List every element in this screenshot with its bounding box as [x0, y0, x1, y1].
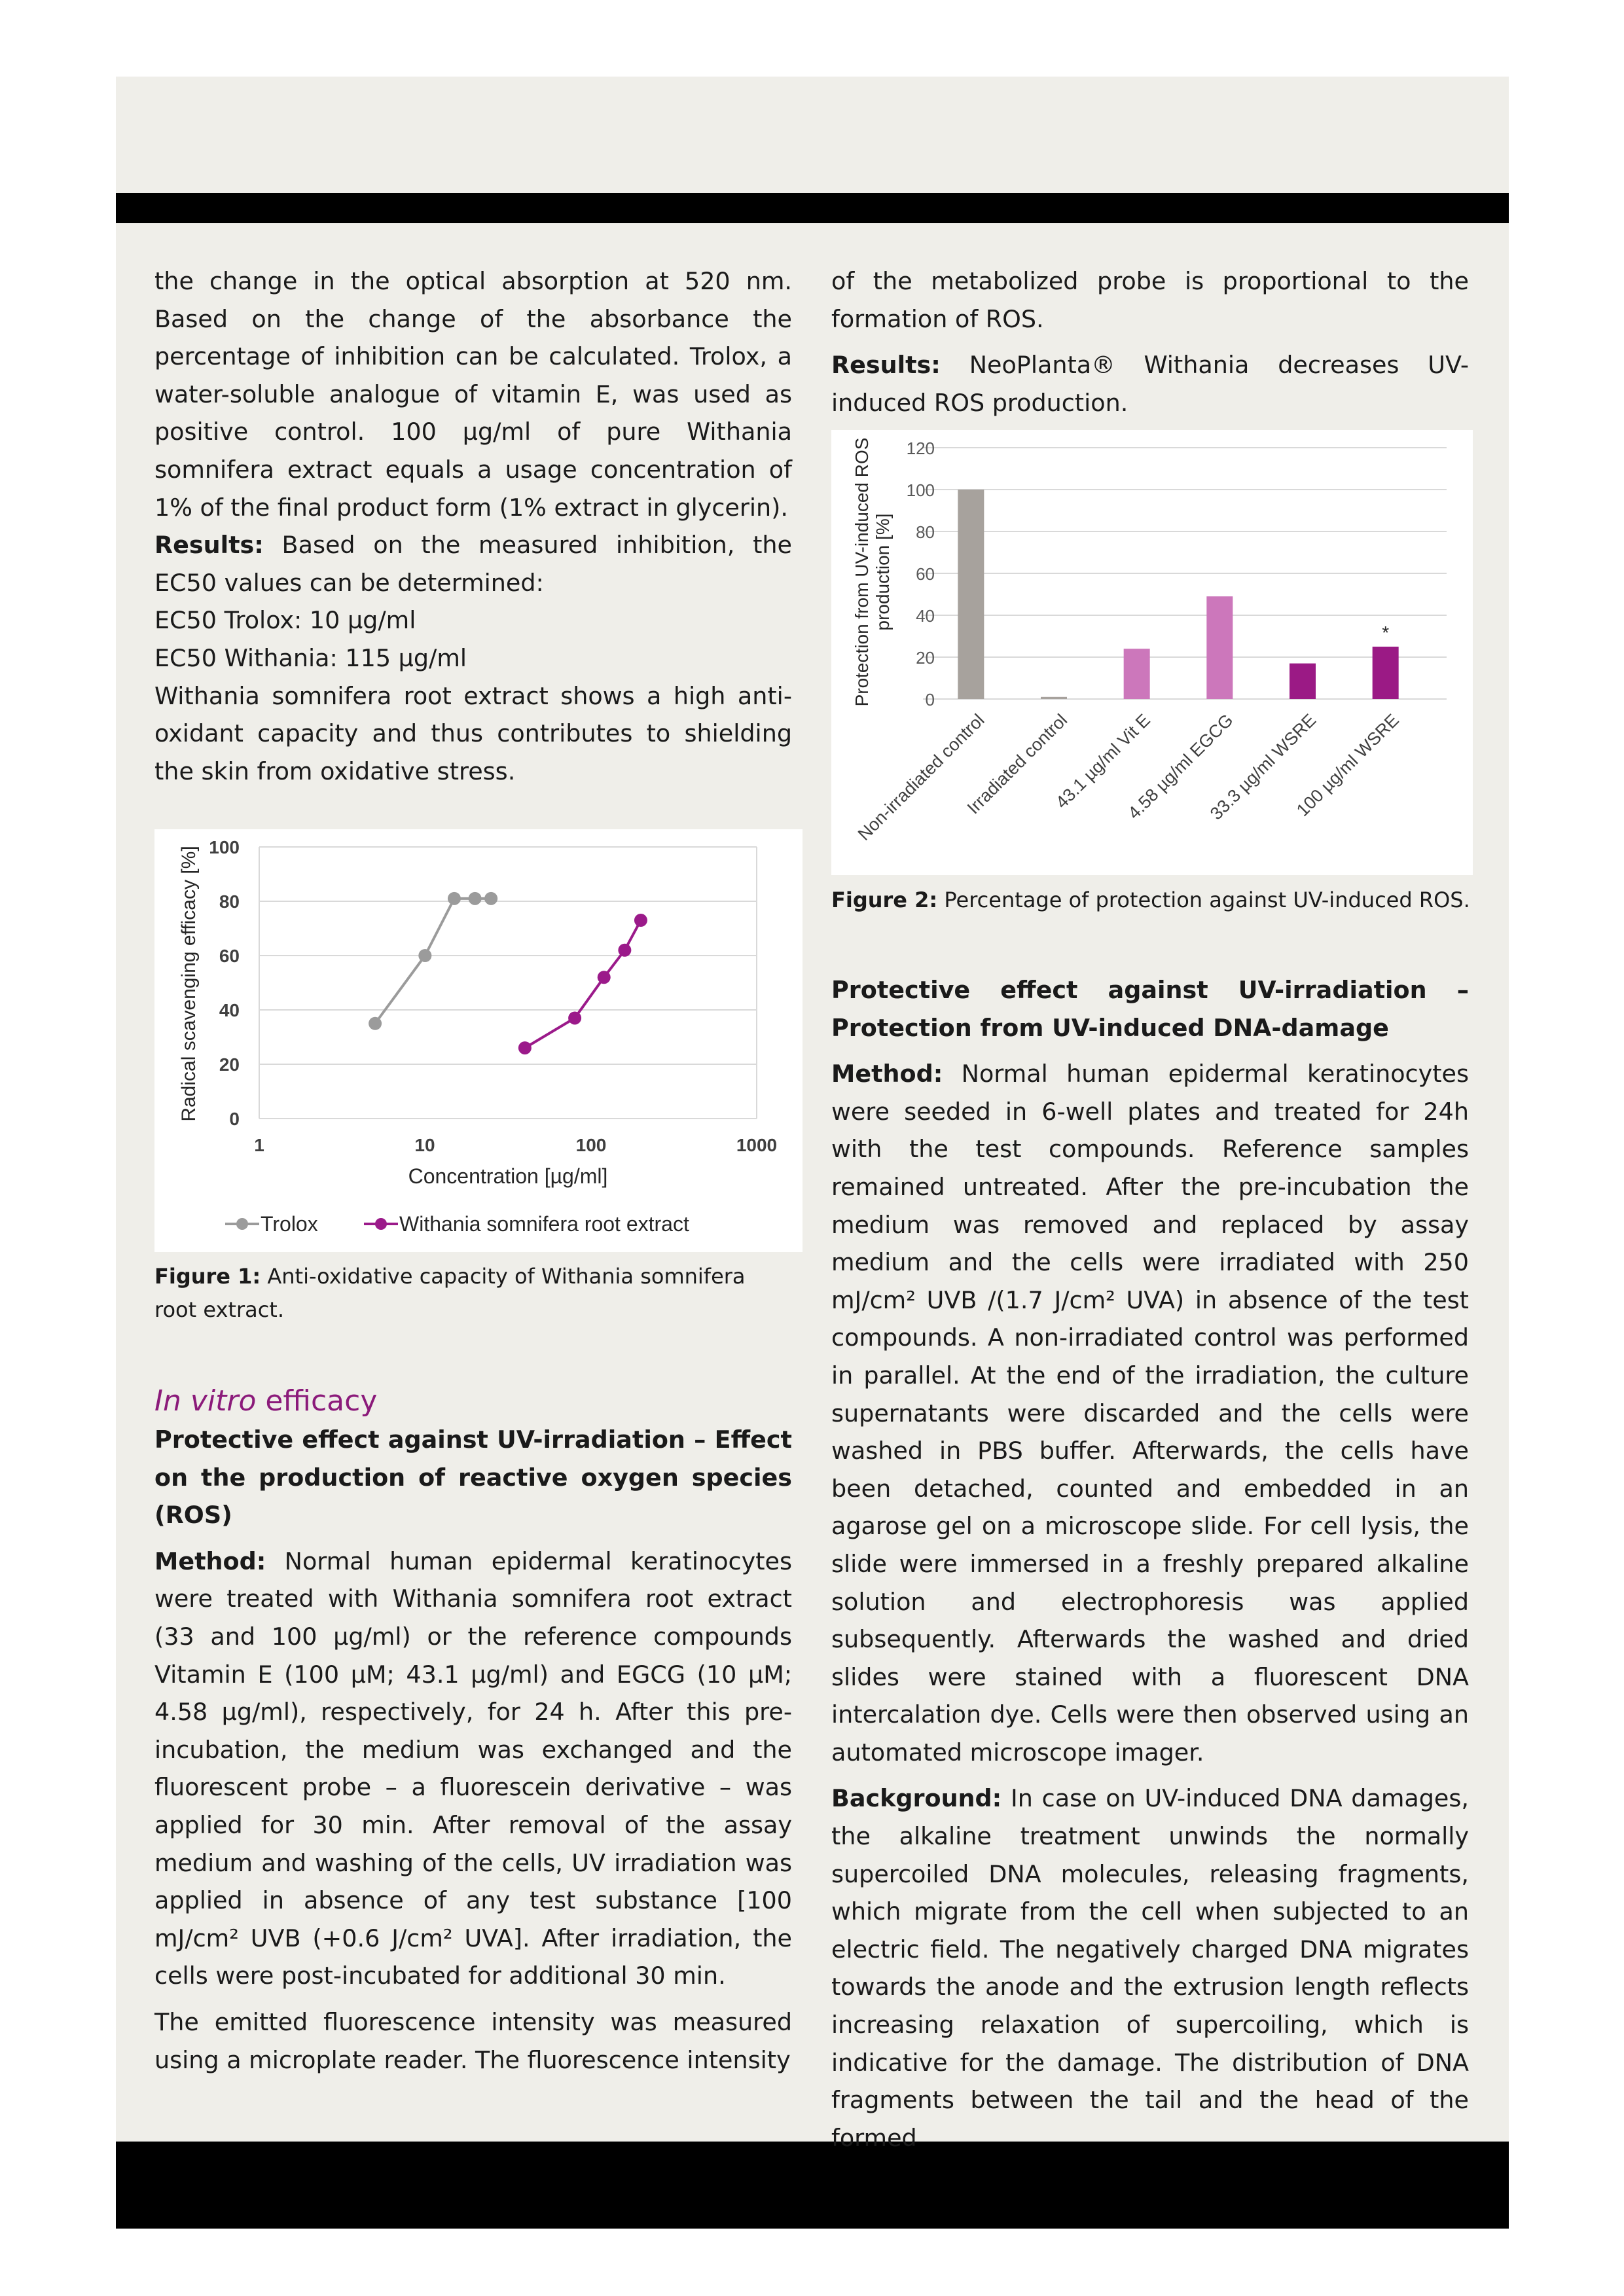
chart2-ytick-40: 40	[916, 606, 935, 626]
chart1-series-line-1	[525, 920, 641, 1048]
chart1-point-1-4	[634, 914, 647, 927]
chart2-bar-3	[1206, 596, 1233, 699]
chart2-category-label-2: 43.1 µg/ml Vit E	[1051, 710, 1154, 813]
chart2-category-label-1: Irradiated control	[963, 710, 1072, 818]
results-paragraph	[154, 526, 792, 601]
chart1-ytick-60: 60	[219, 946, 240, 966]
chart1-ylabel: Radical scavenging efficacy [%]	[178, 846, 200, 1122]
figure-2-label: Figure 2:	[831, 888, 938, 912]
results-ros-paragraph	[831, 346, 1469, 422]
chart2-category-label-3: 4.58 µg/ml EGCG	[1124, 710, 1237, 823]
chart1-xlabel: Concentration [µg/ml]	[408, 1164, 608, 1188]
figure-2-caption-block	[831, 884, 1473, 917]
chart1-point-1-2	[598, 971, 611, 984]
chart1-point-1-0	[518, 1041, 532, 1054]
chart1-ytick-40: 40	[219, 1000, 240, 1020]
dna-subheading: Protective effect against UV-irradiation – Protection from UV-induced DNA-damage	[831, 976, 1469, 1042]
chart2-annotation-5: *	[1382, 622, 1390, 643]
figure-1-caption-text: Anti-oxidative capacity of Withania somnifera root extract.	[154, 1264, 746, 1322]
figure-2-chart	[831, 430, 1473, 875]
chart2-ylabel-line2: production [%]	[873, 513, 893, 631]
chart1-ytick-0: 0	[229, 1109, 240, 1129]
chart2-bar-4	[1290, 664, 1316, 699]
chart2-ytick-20: 20	[916, 648, 935, 668]
chart2-category-label-4: 33.3 µg/ml WSRE	[1206, 710, 1320, 824]
chart1-series-line-0	[375, 899, 491, 1024]
chart1-point-0-4	[484, 892, 497, 905]
results-label: Results:	[154, 531, 264, 560]
section-title-rest: efficacy	[256, 1384, 378, 1418]
legend-trolox-label: Trolox	[261, 1212, 318, 1236]
results-ros-label: Results:	[831, 351, 941, 380]
dna-method-paragraph	[831, 1055, 1469, 1771]
header-band	[116, 193, 1509, 223]
section-title	[154, 1382, 792, 1421]
method-paragraph	[154, 1543, 792, 1995]
emitted-paragraph: The emitted fluorescence intensity was measured using a microplate reader. The fluorescence intensity	[154, 2007, 792, 2074]
figure-1-caption-block	[154, 1260, 792, 1327]
chart2-bar-5	[1373, 647, 1399, 699]
legend-withania-label: Withania somnifera root extract	[399, 1212, 689, 1236]
method-text: Normal human epidermal keratinocytes were treated with Withania somnifera root extract (33 and 100 µg/ml) or the reference compounds Vitamin E (100 µM; 43.1 µg/ml) and EGCG (10 µM; 4.58 µg/ml), respectively, for 24 h. After this pre-incubation, the medium was exchanged and the fluorescent probe – a fluorescein derivative – was applied for 30 min. After removal of the assay medium and washing of the cells, UV irradiation was applied in absence of any test substance [100 mJ/cm² UVB (+0.6 J/cm² UVA]. After irradiation, the cells were post-incubated for additional 30 min.	[154, 1547, 792, 1990]
figure-1-chart	[154, 829, 803, 1252]
dna-method-text: Normal human epidermal keratinocytes were seeded in 6-well plates and treated for 24h with the test compounds. Reference samples remained untreated. After the pre-incubation the medium was removed and replaced by assay medium and the cells were irradiated with 250 mJ/cm² UVB /(1.7 J/cm² UVA) in absence of the test compounds. A non-irradiated control was performed in parallel. At the end of the irradiation, the culture supernatants were discarded and the cells were washed in PBS buffer. Afterwards, the cells have been detached, counted and embedded in an agarose gel on a microscope slide. For cell lysis, the slide were immersed in a freshly prepared alkaline solution and electrophoresis was applied subsequently. Afterwards the washed and dried slides were stained with a fluorescent DNA intercalation dye. Cells were then observed using an automated microscope imager.	[831, 1060, 1469, 1767]
chart2-ytick-0: 0	[925, 690, 935, 709]
right-column-top	[831, 262, 1469, 422]
chart2-bar-0	[958, 490, 984, 699]
background-text: In case on UV-induced DNA damages, the alkaline treatment unwinds the normally supercoiled DNA molecules, releasing fragments, which migrate from the cell when subjected to an electric field. The negatively charged DNA migrates towards the anode and the extrusion length reflects increasing relaxation of supercoiling, which is indicative for the damage. The distribution of DNA fragments between the tail and the head of the formed	[831, 1784, 1469, 2152]
dna-method-label: Method:	[831, 1060, 943, 1088]
legend-withania-marker	[375, 1218, 387, 1230]
results-text: Based on the measured inhibition, the EC50 values can be determined:	[154, 531, 792, 597]
figure-1-caption	[154, 1260, 792, 1327]
conclusion-paragraph: Withania somnifera root extract shows a high anti-oxidant capacity and thus contributes to shielding the skin from oxidative stress.	[154, 681, 792, 785]
chart1-xtick-1: 1	[254, 1135, 264, 1155]
method-label: Method:	[154, 1547, 266, 1575]
figure-2-svg	[831, 430, 1473, 875]
results-ros-text: NeoPlanta® Withania decreases UV-induced ROS production.	[831, 351, 1469, 417]
chart2-ylabel-line1: Protection from UV-induced ROS	[852, 437, 872, 707]
ec50-withania: EC50 Withania: 115 µg/ml	[154, 643, 467, 672]
in-vitro-section	[154, 1382, 792, 2079]
background-label: Background:	[831, 1784, 1002, 1813]
chart2-category-label-0: Non-irradiated control	[854, 710, 988, 844]
chart2-category-label-5: 100 µg/ml WSRE	[1292, 710, 1403, 821]
chart2-ytick-100: 100	[906, 480, 935, 500]
figure-2-caption	[831, 884, 1473, 917]
ec50-trolox: EC50 Trolox: 10 µg/ml	[154, 606, 416, 635]
chart1-ytick-20: 20	[219, 1054, 240, 1075]
chart1-point-0-0	[369, 1017, 382, 1030]
chart1-ytick-100: 100	[209, 837, 240, 857]
chart2-ytick-60: 60	[916, 564, 935, 584]
background-paragraph	[831, 1780, 1469, 2157]
chart2-bar-1	[1041, 697, 1067, 699]
figure-1-label: Figure 1:	[154, 1264, 261, 1289]
intro-paragraph: the change in the optical absorption at 520 nm. Based on the change of the absorbance the percentage of inhibition can be calculated. Trolox, a water-soluble analogue of vitamin E, was used as positive control. 100 µg/ml of pure Withania somnifera extract equals a usage concentration of 1% of the final product form (1% extract in glycerin).	[154, 267, 792, 522]
section-title-italic: In vitro	[154, 1384, 257, 1418]
ros-subheading: Protective effect against UV-irradiation – Effect on the production of reactive oxygen species (ROS)	[154, 1426, 792, 1530]
chart1-point-0-3	[469, 892, 482, 905]
figure-2-caption-text: Percentage of protection against UV-induced ROS.	[937, 888, 1470, 912]
chart1-xtick-10: 10	[414, 1135, 435, 1155]
chart2-bar-2	[1124, 649, 1150, 699]
chart1-point-1-3	[618, 944, 631, 957]
chart1-xtick-1000: 1000	[736, 1135, 778, 1155]
continued-paragraph: of the metabolized probe is proportional to the formation of ROS.	[831, 267, 1469, 333]
chart1-xtick-100: 100	[575, 1135, 607, 1155]
left-column	[154, 262, 792, 790]
chart2-ytick-120: 120	[906, 439, 935, 458]
right-column-bottom	[831, 971, 1469, 2157]
legend-trolox-marker	[236, 1218, 248, 1230]
figure-1-svg	[154, 829, 803, 1252]
chart1-ytick-80: 80	[219, 891, 240, 912]
chart2-ytick-80: 80	[916, 522, 935, 542]
chart1-point-1-1	[568, 1011, 581, 1024]
chart1-point-0-2	[448, 892, 461, 905]
chart1-point-0-1	[418, 949, 431, 962]
